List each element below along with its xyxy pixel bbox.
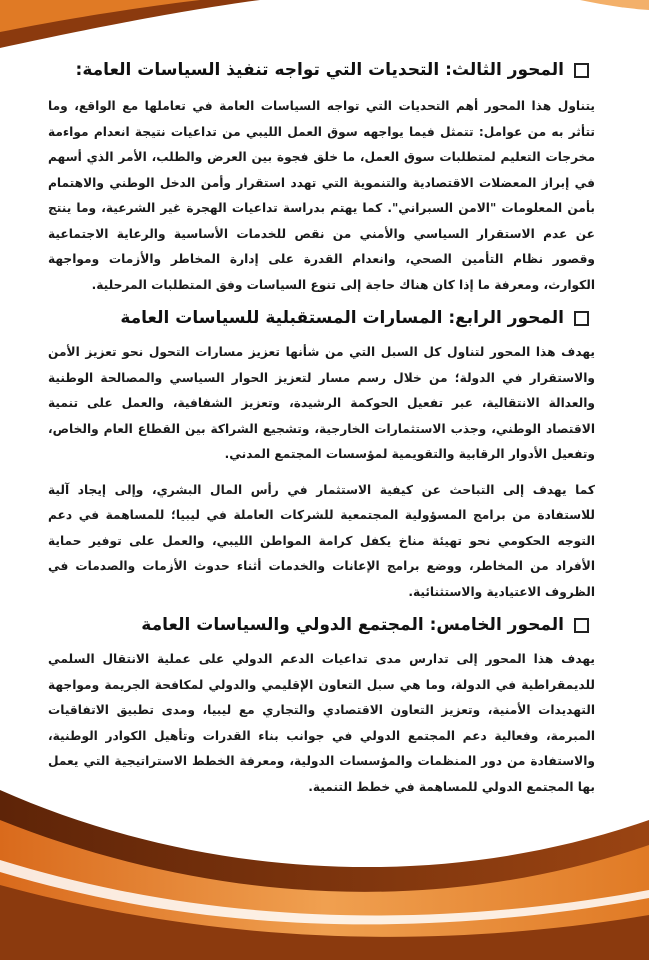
section-3-title: المحور الثالث: التحديات التي تواجه تنفيذ السياسات العامة: <box>75 60 564 80</box>
section-4-heading <box>44 308 605 328</box>
section-5-heading <box>44 615 605 635</box>
checkbox-bullet-icon <box>574 63 589 78</box>
section-4 <box>44 308 605 605</box>
checkbox-bullet-icon <box>574 618 589 633</box>
section-3-paragraph-1: يتناول هذا المحور أهم التحديات التي تواجه السياسات العامة في تعاملها مع الواقع، وما تتأثر به من عوامل: تتمثل فيما يواجهه سوق العمل الليبي من تداعيات نتيجة انعدام مواءمة مخرجات التعليم لمتطلبات سوق العمل، ما خلق فجوة بين العرض والطلب، الأمر الذي أسهم في إبراز المعضلات الاقتصادية والتنموية التي تهدد استقرار وأمن الدخل الوطني والاهتمام بأمن المعلومات "الامن السبراني". كما يهتم بدراسة تداعيات الهجرة غير الشرعية، وما ينتج عن عدم الاستقرار السياسي والأمني من نقص للخدمات الأساسية والرعاية الاجتماعية وقصور نظام التأمين الصحي، وانعدام القدرة على إدارة المخاطر والأزمات ومواجهة الكوارث، ومعرفة ما إذا كان هناك حاجة إلى تنوع السياسات وفق المتطلبات المرحلية. <box>48 99 595 292</box>
section-5-title: المحور الخامس: المجتمع الدولي والسياسات العامة <box>141 615 564 635</box>
checkbox-bullet-icon <box>574 311 589 326</box>
section-3 <box>44 60 605 298</box>
section-4-paragraph-1: يهدف هذا المحور لتناول كل السبل التي من شأنها تعزيز مسارات التحول نحو تعزيز الأمن والاستقرار في الدولة؛ من خلال رسم مسار لتعزيز الحوار السياسي والمصالحة الوطنية والعدالة الانتقالية، عبر تفعيل الحوكمة الرشيدة، وتعزيز الشفافية، والعمل على تنمية الاقتصاد الوطني، وجذب الاستثمارات الخارجية، وتشجيع الشراكة بين القطاع العام والخاص، وتفعيل الأدوار الرقابية والتقويمية لمؤسسات المجتمع المدني. <box>48 345 595 461</box>
section-4-title: المحور الرابع: المسارات المستقبلية للسياسات العامة <box>120 308 564 328</box>
section-4-paragraph-2: كما يهدف إلى التباحث عن كيفية الاستثمار في رأس المال البشري، وإلى إيجاد آلية للاستفادة من برامج المسؤولية المجتمعية للشركات العاملة في ليبيا؛ للمساهمة في دعم التوجه الحكومي نحو تهيئة مناخ يكفل كرامة المواطن الليبي، والعمل على توفير حماية الأفراد من المخاطر، ووضع برامج الإعانات والخدمات أثناء حدوث الأزمات والصدمات في الظروف الاعتيادية والاستثنائية. <box>48 482 595 599</box>
section-5 <box>44 615 605 800</box>
section-5-paragraph-1: يهدف هذا المحور إلى تدارس مدى تداعيات الدعم الدولي على عملية الانتقال السلمي للديمقراطية في الدولة، وما هي سبل التعاون الإقليمي والدولي لمكافحة الجريمة ومواجهة التهديدات الأمنية، وتعزيز التعاون الاقتصادي والتجاري مع ليبيا، ومدى تطبيق الاتفاقيات المبرمة، وفعالية دعم المجتمع الدولي في جوانب بناء القدرات وتأهيل الكوادر الوطنية، والاستفادة من دور المنظمات والمؤسسات الدولية، ومعرفة الخطط الاستراتيجية التي يعمل بها المجتمع الدولي للمساهمة في خطط التنمية. <box>48 652 595 794</box>
section-3-heading <box>44 60 605 80</box>
